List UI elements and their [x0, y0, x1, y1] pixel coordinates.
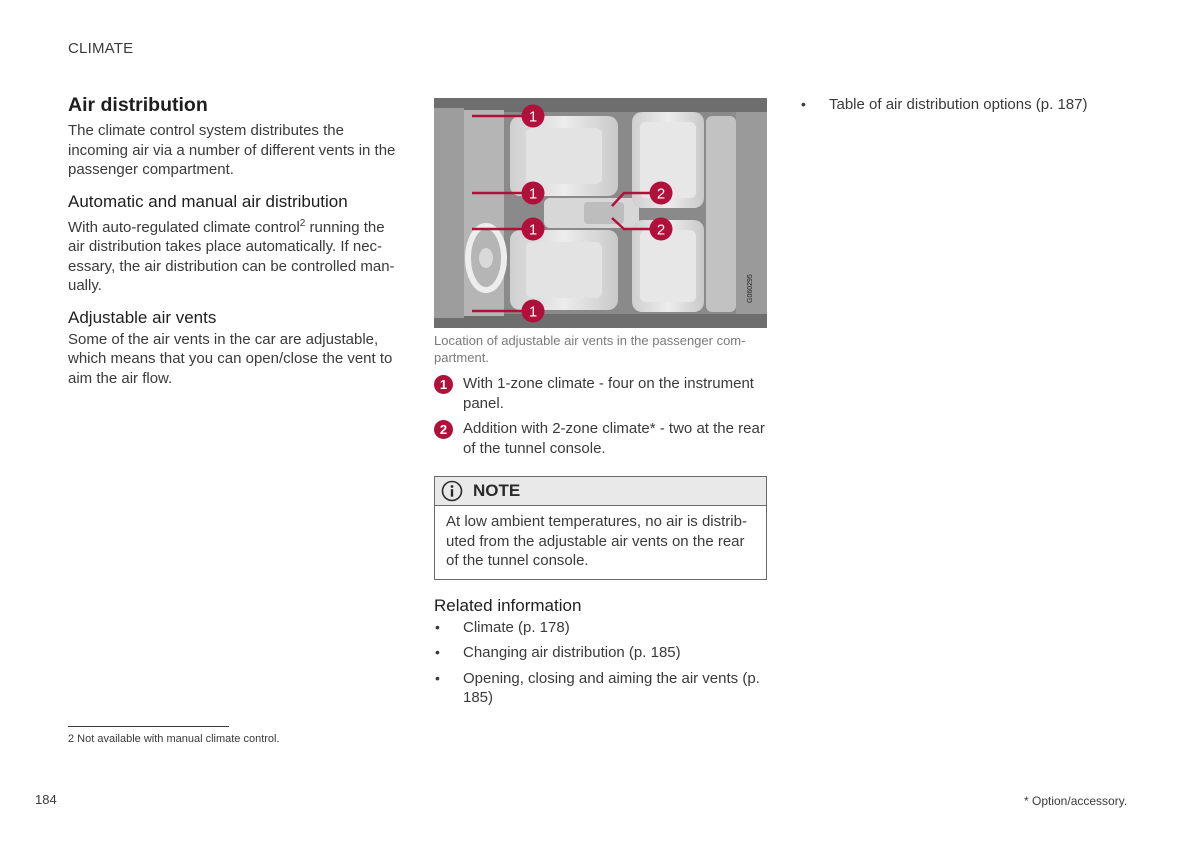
- footnote-divider: [68, 726, 229, 727]
- callout-number-badge: 1: [434, 375, 453, 394]
- note-box: [434, 476, 767, 580]
- marker-label: 2: [656, 185, 666, 203]
- marker-label: 2: [656, 221, 666, 239]
- related-link-changing-air-distribution[interactable]: • Changing air distribution (p. 185): [434, 643, 767, 663]
- marker-label: 1: [528, 108, 538, 126]
- middle-column: [434, 98, 767, 714]
- page-title: Air distribution: [68, 94, 208, 116]
- marker-label: 1: [528, 185, 538, 203]
- right-column: [800, 95, 1140, 121]
- car-interior-illustration: [434, 98, 767, 328]
- related-link-climate[interactable]: • Climate (p. 178): [434, 618, 767, 638]
- auto-distribution-paragraph: With auto-regulated climate control$^2$ running the air distribution takes place automatically. If nec-essary, the air distribution can be controlled man-ually.: [68, 217, 395, 294]
- callout-text: Addition with 2-zone climate* - two at the rear of the tunnel console.: [463, 420, 765, 457]
- option-accessory-note: * Option/accessory.: [1024, 794, 1128, 808]
- left-column: [68, 94, 403, 388]
- related-link-air-distribution-table[interactable]: • Table of air distribution options (p. 187): [800, 95, 1140, 115]
- related-information-heading: Related information: [434, 595, 582, 615]
- callout-text: With 1-zone climate - four on the instrument panel.: [463, 375, 754, 412]
- callout-item: [434, 419, 767, 458]
- page-number: 184: [35, 792, 57, 807]
- callout-list: [434, 374, 767, 458]
- info-icon: [441, 480, 463, 502]
- continued-related-list: [800, 95, 1140, 115]
- intro-paragraph: The climate control system distributes the incoming air via a number of different vents in the passenger compartment.: [68, 122, 396, 178]
- related-link-opening-closing-vents[interactable]: • Opening, closing and aiming the air vents (p. 185): [434, 669, 767, 708]
- note-title: NOTE: [473, 481, 521, 500]
- adjustable-vents-heading: Adjustable air vents: [68, 307, 217, 327]
- related-information-list: [434, 618, 767, 708]
- callout-item: [434, 374, 767, 413]
- footnote-ref[interactable]: 2: [299, 217, 306, 229]
- marker-label: 1: [528, 303, 538, 321]
- car-topview-svg: [434, 98, 767, 328]
- note-body: At low ambient temperatures, no air is distrib-uted from the adjustable air vents on the rear of the tunnel console.: [446, 513, 747, 569]
- marker-label: 1: [528, 221, 538, 239]
- image-code: G060295: [747, 274, 754, 303]
- section-header: CLIMATE: [68, 40, 134, 57]
- auto-distribution-heading: Automatic and manual air distribution: [68, 191, 348, 211]
- note-header: [435, 477, 766, 506]
- footnote: 2 Not available with manual climate control.: [68, 733, 280, 745]
- figure-caption: Location of adjustable air vents in the passenger com-partment.: [434, 333, 746, 365]
- callout-number-badge: 2: [434, 420, 453, 439]
- adjustable-vents-paragraph: Some of the air vents in the car are adjustable, which means that you can open/close the vent to aim the air flow.: [68, 330, 393, 387]
